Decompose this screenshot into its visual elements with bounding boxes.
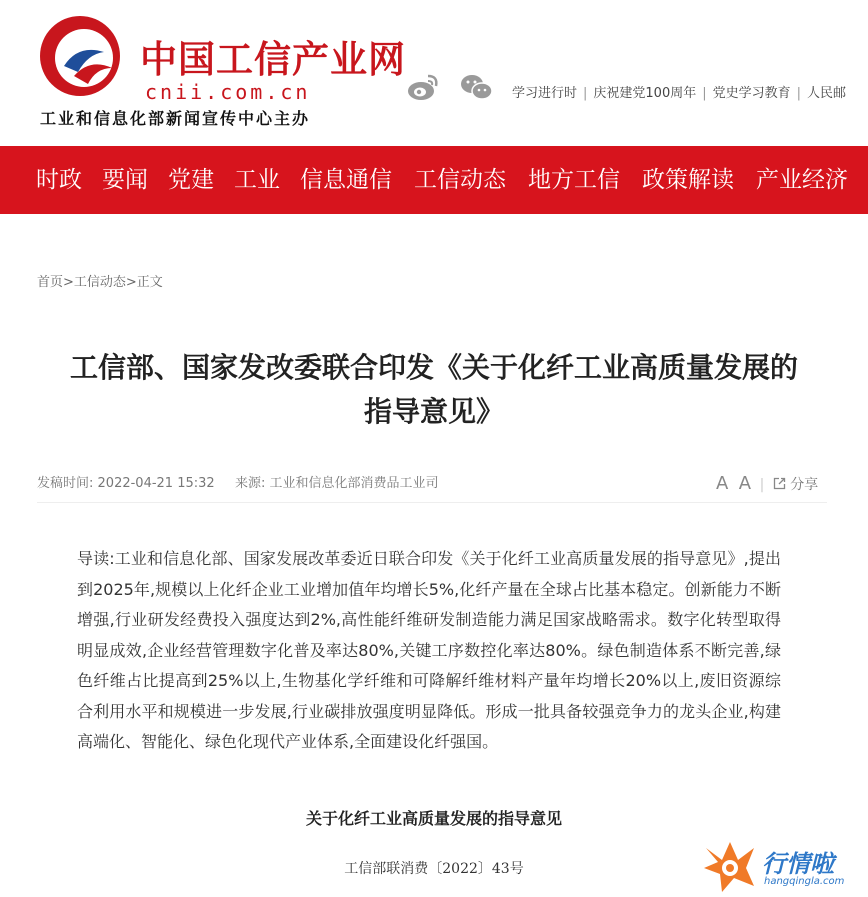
watermark-logo-icon bbox=[700, 838, 760, 896]
watermark-url: hangqingla.com bbox=[764, 876, 845, 887]
share-icon bbox=[773, 477, 786, 490]
nav-item-news[interactable]: 要闻 bbox=[102, 167, 148, 193]
separator: | bbox=[583, 86, 588, 101]
publish-time: 2022-04-21 15:32 bbox=[97, 476, 215, 491]
top-link-people-post[interactable]: 人民邮 bbox=[807, 86, 847, 101]
nav-item-economy[interactable]: 产业经济 bbox=[756, 167, 848, 193]
share-button[interactable] bbox=[773, 477, 818, 493]
publish-time-label: 发稿时间: bbox=[37, 476, 94, 491]
main-nav bbox=[0, 146, 868, 214]
top-link-study[interactable]: 学习进行时 bbox=[512, 86, 578, 101]
weibo-icon[interactable] bbox=[406, 72, 440, 102]
nav-item-miit-news[interactable]: 工信动态 bbox=[414, 167, 506, 193]
nav-item-industry[interactable]: 工业 bbox=[234, 167, 280, 193]
breadcrumb[interactable]: 首页>工信动态>正文 bbox=[37, 275, 163, 290]
separator: | bbox=[759, 477, 765, 493]
divider bbox=[37, 502, 827, 503]
article-title: 工信部、国家发改委联合印发《关于化纤工业高质量发展的指导意见》 bbox=[69, 351, 798, 428]
article-lead: 导读:工业和信息化部、国家发展改革委近日联合印发《关于化纤工业高质量发展的指导意见》,提出到2025年,规模以上化纤企业工业增加值年均增长5%,化纤产量在全球占比基本稳定。创新能力不断增强,行业研发经费投入强度达到2%,高性能纤维研发制造能力满足国家战略需求。数字化转型取得明显成效,企业经营管理数字化普及率达80%,关键工序数控化率达80%。绿色制造体系不断完善,绿色纤维占比提高到25%以上,生物基化学纤维和可降解纤维材料产量年均增长20%以上,废旧资源综合利用水平和规模进一步发展,行业碳排放强度明显降低。形成一批具备较强竞争力的龙头企业,构建高端化、智能化、绿色化现代产业体系,全面建设化纤强国。 bbox=[77, 549, 781, 751]
top-link-party-100[interactable]: 庆祝建党100周年 bbox=[593, 86, 697, 101]
watermark-text: 行情啦 bbox=[762, 850, 834, 878]
site-header bbox=[0, 0, 868, 146]
document-number: 工信部联消费〔2022〕43号 bbox=[344, 861, 524, 877]
article-subheading: 关于化纤工业高质量发展的指导意见 bbox=[305, 809, 562, 828]
source-label: 来源: bbox=[234, 476, 266, 491]
source-name: 工业和信息化部消费品工业司 bbox=[269, 476, 439, 491]
nav-item-local[interactable]: 地方工信 bbox=[528, 167, 620, 193]
site-domain: cnii.com.cn bbox=[145, 80, 311, 104]
site-logo-icon[interactable] bbox=[38, 14, 122, 98]
site-name[interactable]: 中国工信产业网 bbox=[140, 38, 406, 81]
share-label: 分享 bbox=[790, 477, 819, 493]
site-tagline: 工业和信息化部新闻宣传中心主办 bbox=[40, 109, 311, 128]
nav-item-ict[interactable]: 信息通信 bbox=[300, 167, 392, 193]
separator: | bbox=[796, 86, 802, 101]
top-links bbox=[512, 82, 846, 101]
separator: | bbox=[702, 86, 707, 101]
nav-item-party[interactable]: 党建 bbox=[168, 167, 214, 193]
article-meta bbox=[37, 472, 439, 491]
font-increase-button[interactable]: A bbox=[738, 473, 752, 494]
top-link-party-history[interactable]: 党史学习教育 bbox=[712, 86, 791, 101]
nav-item-politics[interactable]: 时政 bbox=[36, 167, 82, 193]
wechat-icon[interactable] bbox=[460, 72, 494, 102]
watermark bbox=[700, 838, 860, 896]
article-tools bbox=[716, 473, 818, 494]
font-decrease-button[interactable]: A bbox=[716, 473, 729, 494]
nav-item-policy[interactable]: 政策解读 bbox=[642, 167, 734, 193]
